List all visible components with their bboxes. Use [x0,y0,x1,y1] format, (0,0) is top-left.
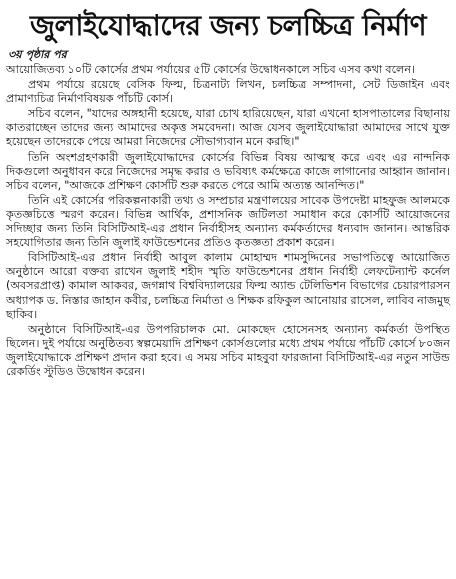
article-paragraph: তিনি অংশগ্রহণকারী জুলাইযোদ্ধাদের কোর্সের বিভিন্ন বিষয় আত্মস্থ করে এবং এর নান্দনিক দিকগুলো অনুধাবন করে নিজেদের সমৃদ্ধ করার ও ভবিষ্যৎ কর্মক্ষেত্রে কাজে লাগানোর আহ্বান জানান। সচিব বলেন, "আজকে প্রশিক্ষণ কোর্সটি শুরু করতে পেরে আমি অত্যন্ত আনন্দিত।" [6,150,450,192]
article-paragraph: অনুষ্ঠানে বিসিটিআই-এর উপপরিচালক মো. মোকছেদ হোসেনসহ অন্যান্য কর্মকর্তা উপস্থিত ছিলেন। দুই পর্যায়ে অনুষ্ঠিতব্য স্বল্পমেয়াদি প্রশিক্ষণ কোর্সগুলোর মধ্যে প্রথম পর্যায়ে পাঁচটি কোর্সে ৮০জন জুলাইযোদ্ধাকে প্রশিক্ষণ প্রদান করা হবে। এ সময় সচিব মাহবুবা ফারজানা বিসিটিআই-এর নতুন সাউন্ড রেকর্ডিং স্টুডিও উদ্বোধন করেন। [6,322,450,378]
continued-from-note: ৩য় পৃষ্ঠার পর [8,48,67,61]
article-paragraph: সচিব বলেন, "যাদের অঙ্গহানী হয়েছে, যারা চোখ হারিয়েছেন, যারা এখনো হাসপাতালের বিছানায় কাতরাচ্ছেন তাদের জন্য আমাদের অকৃত্ত সমবেদনা। আজ যেসব জুলাইযোদ্ধারা আমাদের সাথে যুক্ত হয়েছেন তাদেরকে পেয়ে আমরা নিজেদের সৌভাগ্যবান মনে করছি।" [6,107,450,149]
article-body [6,63,450,379]
article-paragraph: তিনি এই কোর্সের পরিকল্পনাকারী তথ্য ও সম্প্রচার মন্ত্রণালয়ের সাবেক উপদেষ্টা মাহফুজ আলমকে কৃতজ্ঞচিত্তে স্মরণ করেন। বিভিন্ন আর্থিক, প্রশাসনিক জটিলতা সমাধান করে কোর্সটি আয়োজনের সদিচ্ছার জন্য তিনি বিসিটিআই-এর প্রধান নির্বাহীসহ অন্যান্য কর্মকর্তাদের ধন্যবাদ জানান। আন্তরিক সহযোগিতার জন্য তিনি জুলাই ফাউন্ডেশনের প্রতিও কৃতজ্ঞতা প্রকাশ করেন। [6,193,450,250]
article-paragraph: বিসিটিআই-এর প্রধান নির্বাহী আবুল কালাম মোহাম্মদ শামসুদ্দিনের সভাপতিত্বে আয়োজিত অনুষ্ঠানে আরো বক্তব্য রাখেন জুলাই শহীদ স্মৃতি ফাউন্ডেশনের প্রধান নির্বাহী লেফটেন্যান্ট কর্নেল (অবসরপ্রাপ্ত) কামাল আকবর, জগন্নাথ বিশ্ববিদ্যালয়ের ফিল্ম অ্যান্ড টেলিভিশন বিভাগের চেয়ারপারসন অধ্যাপক ড. নিস্তার জাহান কবীর, চলচ্চিত্র নির্মাতা ও শিক্ষক রফিকুল আনোয়ার রাসেল, লাবিব নাজমুছ ছাকিব। [6,251,450,321]
article-paragraph: আয়োজিতব্য ১০টি কোর্সের প্রথম পর্যায়ের ৫টি কোর্সের উদ্বোধনকালে সচিব এসব কথা বলেন। [6,63,416,76]
article-headline: জুলাইযোদ্ধাদের জন্য চলচ্চিত্র নির্মাণ [29,9,427,42]
article-paragraph: প্রথম পর্যায়ে রয়েছে বেসিক ফিল্ম, চিত্রনাট্য লিখন, চলচ্চিত্র সম্পাদনা, সেট ডিজাইন এবং প্রামাণ্যচিত্র নির্মাণবিষয়ক পাঁচটি কোর্স। [6,78,450,106]
